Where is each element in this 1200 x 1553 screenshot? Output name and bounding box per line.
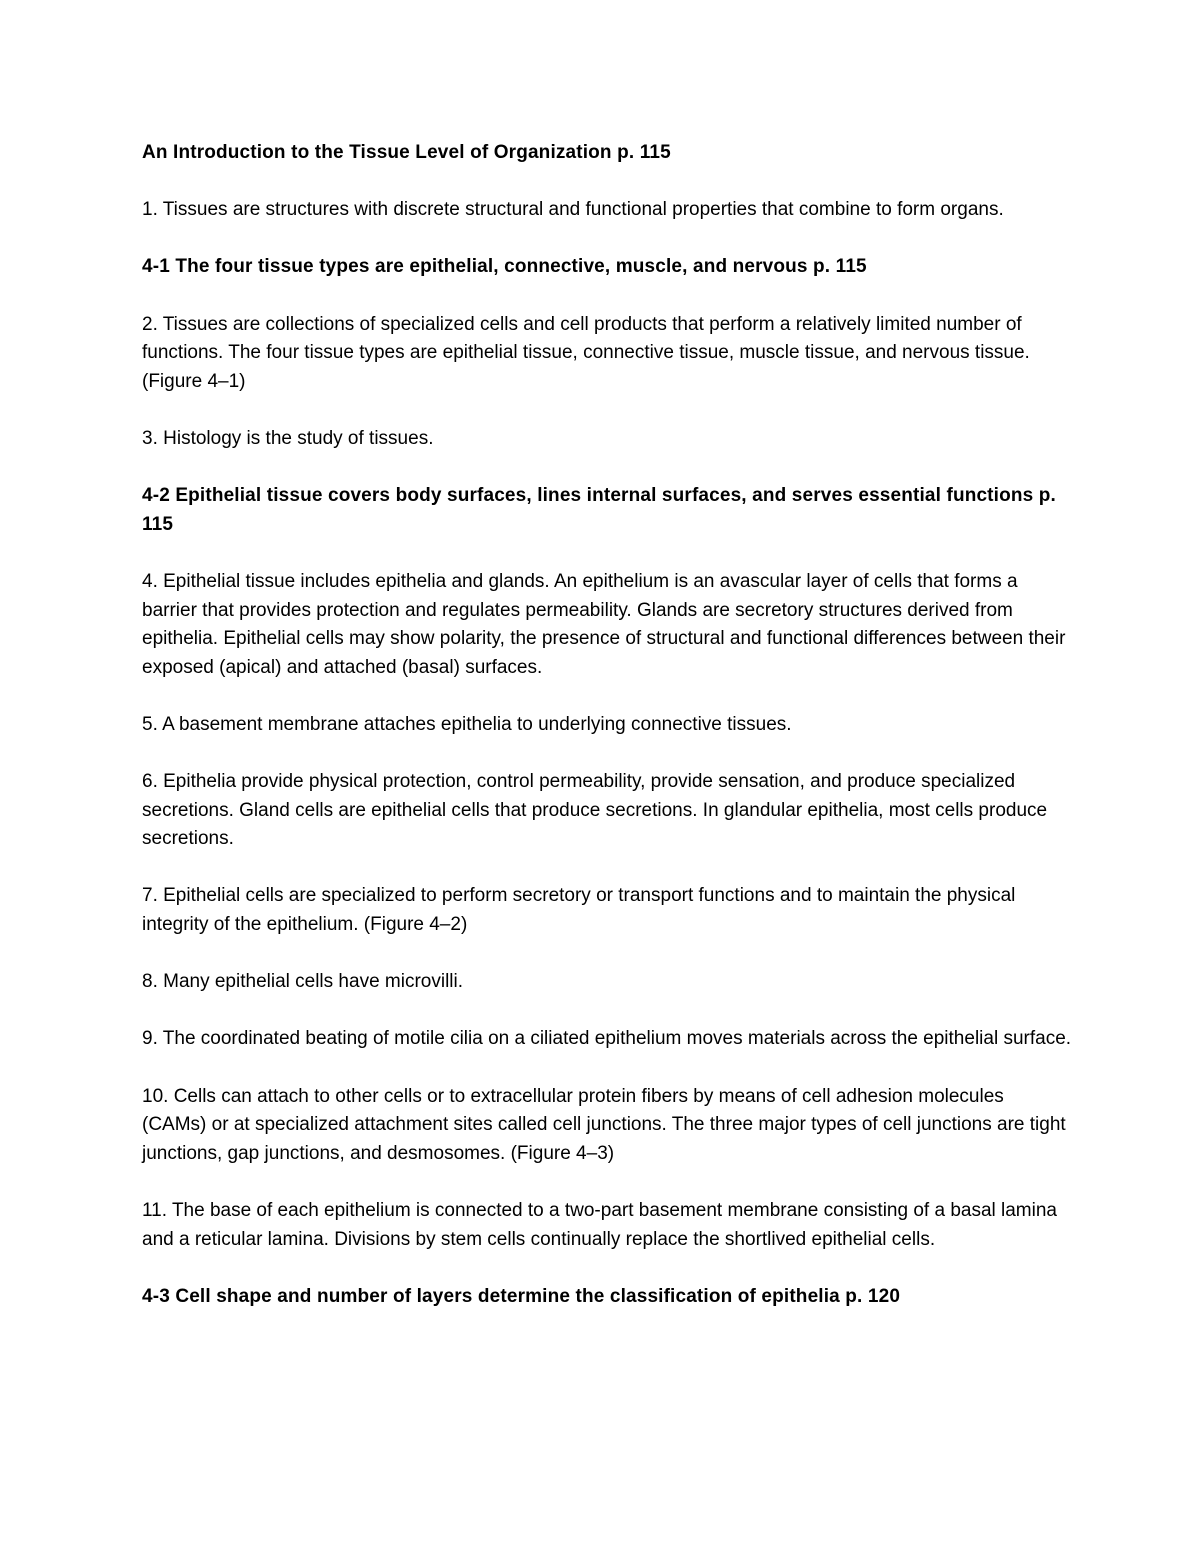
document-page	[142, 139, 1072, 1340]
section-heading: 4-2 Epithelial tissue covers body surfaces, lines internal surfaces, and serves essential functions p. 115	[142, 485, 1056, 535]
paragraph: 4. Epithelial tissue includes epithelia and glands. An epithelium is an avascular layer of cells that forms a barrier that provides protection and regulates permeability. Glands are secretory structures derived from epithelia. Epithelial cells may show polarity, the presence of structural and functional differences between their exposed (apical) and attached (basal) surfaces.	[142, 570, 1066, 678]
paragraph: 2. Tissues are collections of specialized cells and cell products that perform a relatively limited number of functions. The four tissue types are epithelial tissue, connective tissue, muscle tissue, and nervous tissue. (Figure 4–1)	[142, 313, 1030, 392]
paragraph: 6. Epithelia provide physical protection, control permeability, provide sensation, and produce specialized secretions. Gland cells are epithelial cells that produce secretions. In glandular epithelia, most cells produce secretions.	[142, 771, 1048, 850]
paragraph: 11. The base of each epithelium is connected to a two-part basement membrane consisting of a basal lamina and a reticular lamina. Divisions by stem cells continually replace the shortlived epithelial cells.	[142, 1199, 1057, 1250]
paragraph: 10. Cells can attach to other cells or to extracellular protein fibers by means of cell adhesion molecules (CAMs) or at specialized attachment sites called cell junctions. The three major types of cell junctions are tight junctions, gap junctions, and desmosomes. (Figure 4–3)	[142, 1085, 1066, 1164]
paragraph: 3. Histology is the study of tissues.	[142, 427, 434, 449]
section-heading: 4-3 Cell shape and number of layers determine the classification of epithelia p. 120	[142, 1285, 901, 1307]
paragraph: 8. Many epithelial cells have microvilli.	[142, 971, 464, 993]
section-heading: 4-1 The four tissue types are epithelial, connective, muscle, and nervous p. 115	[142, 256, 867, 278]
paragraph: 9. The coordinated beating of motile cilia on a ciliated epithelium moves materials across the epithelial surface.	[142, 1028, 1072, 1050]
paragraph: 7. Epithelial cells are specialized to perform secretory or transport functions and to maintain the physical integrity of the epithelium. (Figure 4–2)	[142, 885, 1016, 936]
paragraph: 1. Tissues are structures with discrete structural and functional properties that combine to form organs.	[142, 199, 1004, 221]
section-heading: An Introduction to the Tissue Level of Organization p. 115	[142, 142, 671, 163]
paragraph: 5. A basement membrane attaches epithelia to underlying connective tissues.	[142, 713, 792, 735]
